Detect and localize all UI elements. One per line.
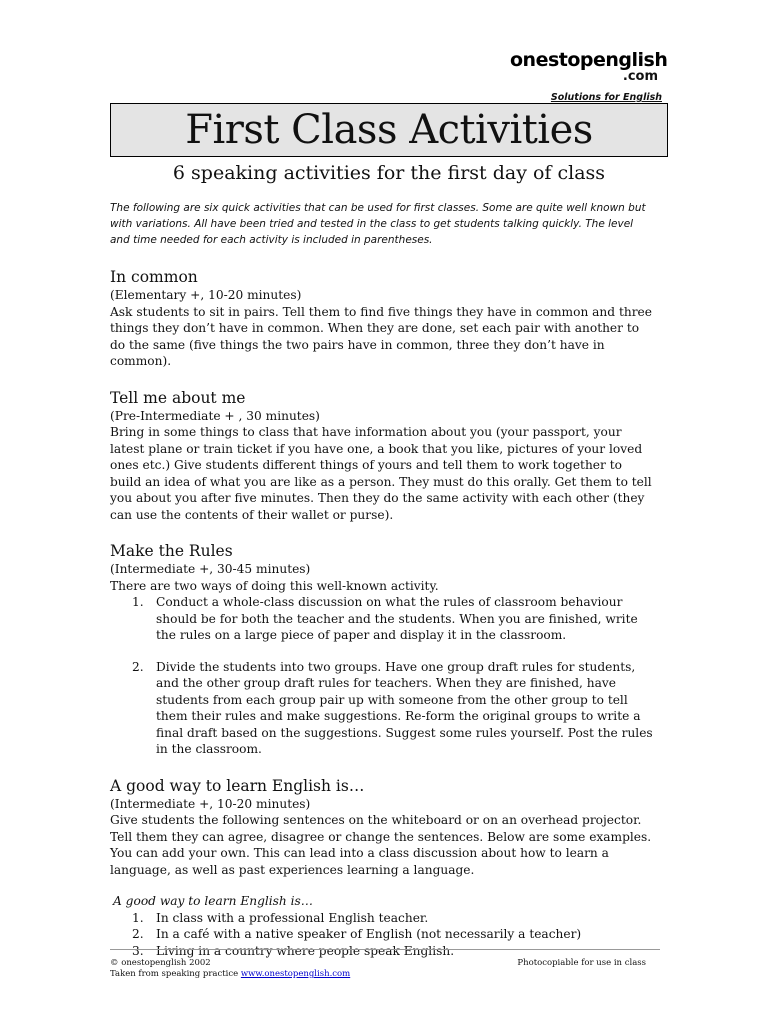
section-good-way-to-learn: [110, 776, 655, 960]
section-body: Ask students to sit in pairs. Tell them to find five things they have in common and three things they don’t have in common. When they are done, set each pair with another to do the same (five things the two pairs have in common, three they don’t have in common).: [110, 304, 652, 368]
list-item: [110, 910, 655, 927]
list-text: Living in a country where people speak English.: [156, 943, 455, 958]
source-prefix: Taken from speaking practice: [110, 969, 241, 979]
logo-domain: .com: [622, 69, 658, 84]
section-title: Tell me about me: [110, 388, 246, 407]
list-text: Conduct a whole-class discussion on what the rules of classroom behaviour should be for both the teacher and the students. When you are finished, write the rules on a large piece of paper and display it in the classroom.: [156, 595, 638, 642]
section-level: (Elementary +, 10-20 minutes): [110, 288, 302, 302]
list-number: 2.: [132, 659, 144, 674]
page-title: First Class Activities: [185, 107, 593, 153]
list-number: 2.: [132, 927, 144, 941]
rules-list: [110, 594, 655, 758]
section-in-common: [110, 267, 655, 370]
main-content: [110, 200, 655, 977]
section-body: Bring in some things to class that have information about you (your passport, your latest plane or train ticket if you have one, a book that you like, pictures of your loved ones etc.) Give students different things of yours and tell them to work together to build an idea of what you are like as a person. They must do this orally. Get them to tell you about you after five minutes. Then they do the same activity with each other (they can use the contents of their wallet or purse).: [110, 425, 652, 522]
footer-divider: [110, 949, 660, 950]
section-level: (Intermediate +, 30-45 minutes): [110, 562, 311, 576]
page-subtitle: 6 speaking activities for the first day of class: [172, 162, 606, 184]
logo-wordmark: onestopenglish: [510, 49, 668, 71]
list-item: [110, 926, 655, 943]
copyright-text: © onestopenglish 2002: [110, 958, 211, 968]
section-title: Make the Rules: [110, 542, 233, 560]
list-number: 1.: [132, 910, 144, 925]
intro-paragraph: The following are six quick activities that can be used for first classes. Some are quite well known but with variations. All have been tried and tested in the class to get students talking quickly. The level and time needed for each activity is included in parentheses.: [110, 202, 646, 246]
onestopenglish-logo[interactable]: [510, 49, 668, 84]
section-tell-me-about-me: [110, 388, 655, 524]
logo-tagline: Solutions for English: [550, 92, 662, 103]
section-title: In common: [110, 268, 198, 286]
section-level: (Pre-Intermediate + , 30 minutes): [110, 408, 320, 423]
source-link[interactable]: www.onestopenglish.com: [240, 969, 351, 979]
photocopiable-note: Photocopiable for use in class: [517, 958, 646, 968]
examples-list: [110, 910, 655, 960]
source-line: [110, 969, 350, 980]
list-item: [110, 659, 655, 758]
list-item: [110, 594, 655, 644]
examples-heading: A good way to learn English is…: [113, 894, 313, 908]
section-body: There are two ways of doing this well-known activity.: [110, 578, 439, 593]
footer-credits: [110, 958, 350, 980]
title-banner: [110, 103, 668, 157]
list-text: In a café with a native speaker of English (not necessarily a teacher): [156, 927, 582, 941]
list-number: 1.: [132, 595, 144, 609]
list-item: [110, 943, 655, 960]
section-level: (Intermediate +, 10-20 minutes): [110, 796, 311, 811]
list-text: Divide the students into two groups. Have one group draft rules for students, and the other group draft rules for teachers. When they are finished, have students from each group pair up with someone from the other group to tell them their rules and make suggestions. Re-form the original groups to write a final draft based on the suggestions. Suggest some rules yourself. Post the rules in the classroom.: [156, 659, 653, 756]
section-title: A good way to learn English is…: [110, 776, 365, 795]
section-body: Give students the following sentences on the whiteboard or on an overhead projector. Tell them they can agree, disagree or change the sentences. Below are some examples. You can add your own. This can lead into a class discussion about how to learn a language, as well as past experiences learning a language.: [110, 813, 652, 877]
section-make-the-rules: [110, 541, 655, 758]
list-number: 3.: [132, 943, 144, 958]
list-text: In class with a professional English teacher.: [156, 910, 429, 925]
